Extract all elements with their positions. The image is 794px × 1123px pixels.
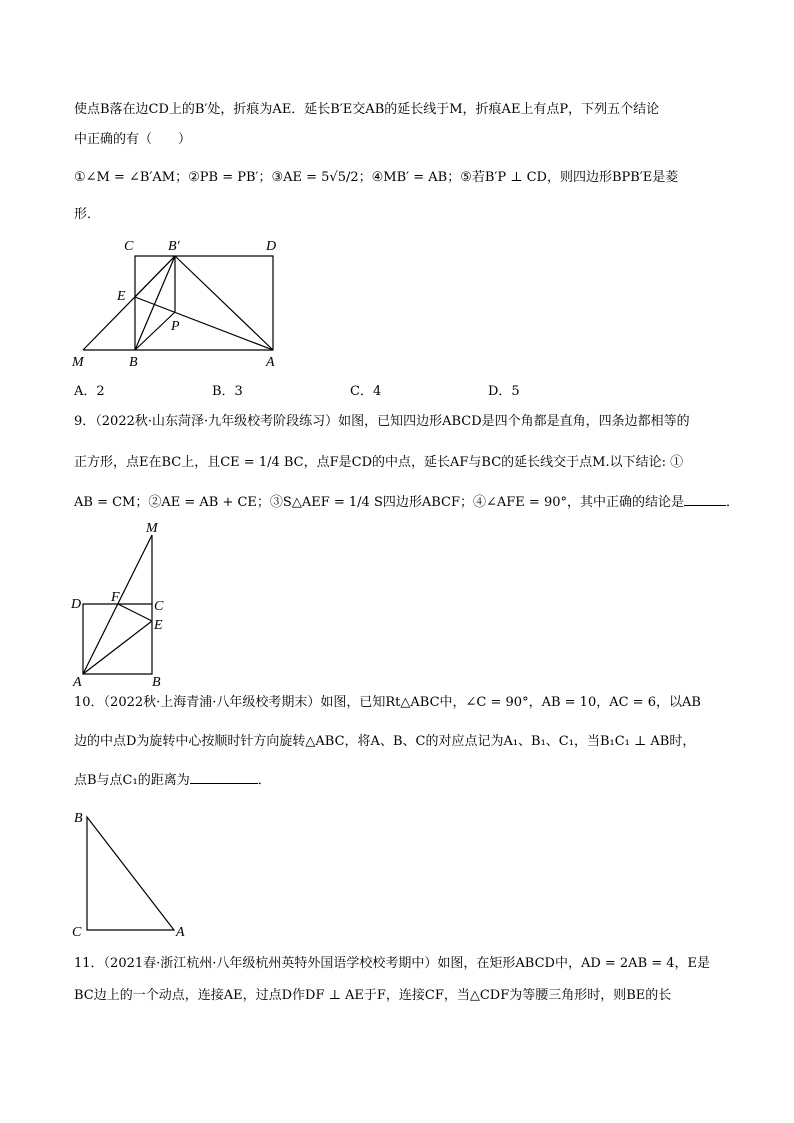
q8-label-P: P: [171, 319, 180, 334]
q9-text-line3-end: ．: [726, 495, 740, 510]
q9-answer-blank[interactable]: [684, 505, 726, 506]
q8-label-B1: B′: [168, 239, 180, 254]
q8-option-d[interactable]: D．5: [488, 384, 520, 399]
q9-label-C: C: [154, 599, 164, 614]
q10-label-B: B: [74, 811, 83, 826]
q9-label-M: M: [146, 521, 158, 536]
q9-square-figure: [68, 518, 178, 688]
q10-label-C: C: [72, 925, 82, 940]
q9-text-line1: 9．（2022秋·山东菏泽·九年级校考阶段练习）如图，已知四边形ABCD是四个角都是直角，四条边都相等的: [74, 414, 690, 429]
q9-label-B: B: [152, 675, 161, 688]
q11-text-line2: BC边上的一个动点，连接AE，过点D作DF ⊥ AE于F，连接CF，当△CDF为等腰三角形时，则BE的长: [74, 988, 672, 1003]
q9-label-E: E: [154, 618, 163, 633]
q8-text-line1: 使点B落在边CD上的B′处，折痕为AE．延长B′E交AB的延长线于M，折痕AE上有点P，下列五个结论: [74, 102, 660, 117]
q10-answer-blank[interactable]: [190, 783, 258, 784]
q8-text-line4: 形．: [74, 207, 101, 222]
q10-text-line2: 边的中点D为旋转中心按顺时针方向旋转△ABC，将A、B、C的对应点记为A₁、B₁、C₁，当B₁C₁ ⊥ AB时，: [74, 734, 696, 749]
q9-text-line3: AB = CM；②AE = AB + CE；③S△AEF = 1/4 S四边形ABCF；④∠AFE = 90°，其中正确的结论是: [74, 495, 684, 510]
q8-label-C: C: [124, 239, 134, 254]
q11-text-line1: 11．（2021春·浙江杭州·八年级杭州英特外国语学校校考期中）如图，在矩形ABCD中，AD = 2AB = 4，E是: [74, 956, 711, 971]
q10-text-line1: 10．（2022秋·上海青浦·八年级校考期末）如图，已知Rt△ABC中，∠C = 90°，AB = 10，AC = 6，以AB: [74, 695, 701, 710]
q8-option-b[interactable]: B．3: [212, 384, 243, 399]
q8-label-D: D: [266, 239, 277, 254]
q8-label-A: A: [266, 355, 275, 370]
q8-text-line3: ①∠M = ∠B′AM；②PB = PB′；③AE = 5√5/2；④MB′ = AB；⑤若B′P ⊥ CD，则四边形BPB′E是菱: [74, 170, 679, 185]
q9-text-line3-wrap: [74, 494, 739, 512]
q9-label-F: F: [111, 590, 120, 605]
q8-rectangle-figure: [66, 232, 290, 370]
q8-option-a[interactable]: A．2: [74, 384, 105, 399]
q8-option-c[interactable]: C．4: [350, 384, 382, 399]
q10-text-line3-end: ．: [257, 773, 271, 788]
q10-text-line3: 点B与点C₁的距离为: [74, 773, 190, 788]
q9-text-line2: 正方形，点E在BC上，且CE = 1/4 BC，点F是CD的中点，延长AF与BC的延长线交于点M.以下结论: ①: [74, 455, 684, 470]
q9-label-D: D: [71, 597, 82, 612]
q8-label-B: B: [129, 355, 138, 370]
q8-label-M: M: [72, 355, 84, 370]
q10-text-line3-wrap: [74, 772, 271, 790]
q10-label-A: A: [176, 925, 185, 940]
q9-label-A: A: [73, 675, 82, 688]
q8-label-E: E: [117, 289, 126, 304]
q10-triangle-figure: [68, 806, 192, 940]
q8-text-line2: 中正确的有（ ）: [74, 132, 192, 147]
q8-options: [74, 383, 626, 401]
